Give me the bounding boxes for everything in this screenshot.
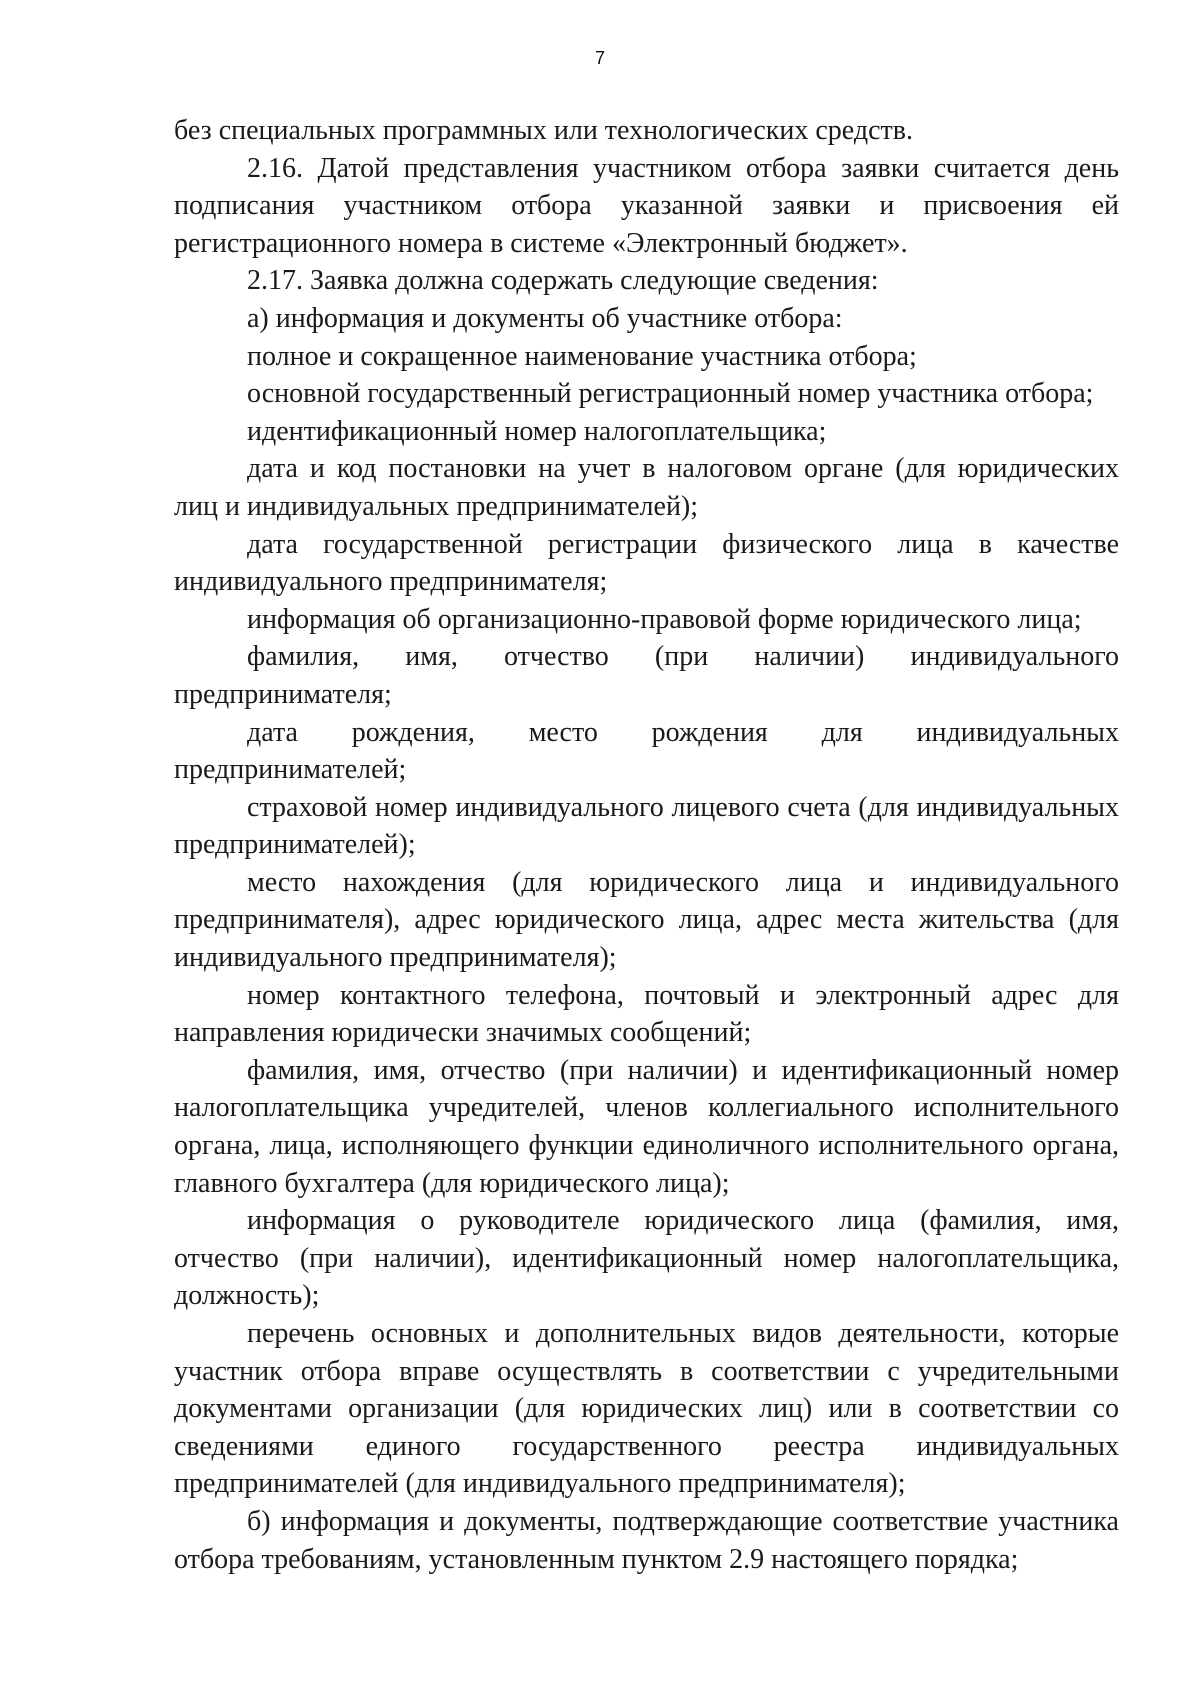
paragraph-ogrn: основной государственный регистрационный номер участника отбора; xyxy=(247,378,1094,410)
paragraph-entrepreneur-name: фамилия, имя, отчество (при наличии) индивидуального предпринимателя; xyxy=(174,641,1119,710)
paragraph-item-b: б) информация и документы, подтверждающие соответствие участника отбора требованиям, установленным пунктом 2.9 настоящего порядка; xyxy=(174,1505,1119,1575)
paragraph-2-17: 2.17. Заявка должна содержать следующие сведения: xyxy=(247,265,879,297)
paragraph-continuation: без специальных программных или технологических средств. xyxy=(174,115,913,146)
page-number: 7 xyxy=(594,48,605,68)
paragraph-tax-registration: дата и код постановки на учет в налоговом органе (для юридических лиц и индивидуальных предпринимателей); xyxy=(174,453,1119,522)
paragraph-full-name: полное и сокращенное наименование участника отбора; xyxy=(247,340,917,372)
document-body xyxy=(174,112,1119,1578)
paragraph-legal-form: информация об организационно-правовой форме юридического лица; xyxy=(247,603,1082,635)
paragraph-2-16: 2.16. Датой представления участником отбора заявки считается день подписания участником отбора указанной заявки и присвоения ей регистрационного номера в системе «Электронный бюджет». xyxy=(174,152,1119,259)
paragraph-item-a: а) информация и документы об участнике отбора: xyxy=(247,302,843,334)
paragraph-founders: фамилия, имя, отчество (при наличии) и идентификационный номер налогоплательщика учредителей, членов коллегиального исполнительного органа, лица, исполняющего функции единоличного исполнительного органа, главного бухгалтера (для юридического лица); xyxy=(174,1054,1119,1199)
paragraph-state-registration: дата государственной регистрации физического лица в качестве индивидуального предпринимателя; xyxy=(174,528,1119,598)
paragraph-contacts: номер контактного телефона, почтовый и электронный адрес для направления юридически значимых сообщений; xyxy=(174,979,1119,1049)
paragraph-snils: страховой номер индивидуального лицевого счета (для индивидуальных предпринимателей); xyxy=(174,791,1119,861)
paragraph-inn: идентификационный номер налогоплательщика; xyxy=(247,415,827,447)
paragraph-activities: перечень основных и дополнительных видов деятельности, которые участник отбора вправе осуществлять в соответствии с учредительными документами организации (для юридических лиц) или в соответствии со сведениями единого государственного реестра индивидуальных предпринимателей (для индивидуального предпринимателя); xyxy=(174,1318,1119,1500)
paragraph-birth-data: дата рождения, место рождения для индивидуальных предпринимателей; xyxy=(174,716,1119,786)
paragraph-location: место нахождения (для юридического лица и индивидуального предпринимателя), адрес юридического лица, адрес места жительства (для индивидуального предпринимателя); xyxy=(174,866,1119,974)
paragraph-head-info: информация о руководителе юридического лица (фамилия, имя, отчество (при наличии), идентификационный номер налогоплательщика, должность); xyxy=(174,1205,1119,1312)
